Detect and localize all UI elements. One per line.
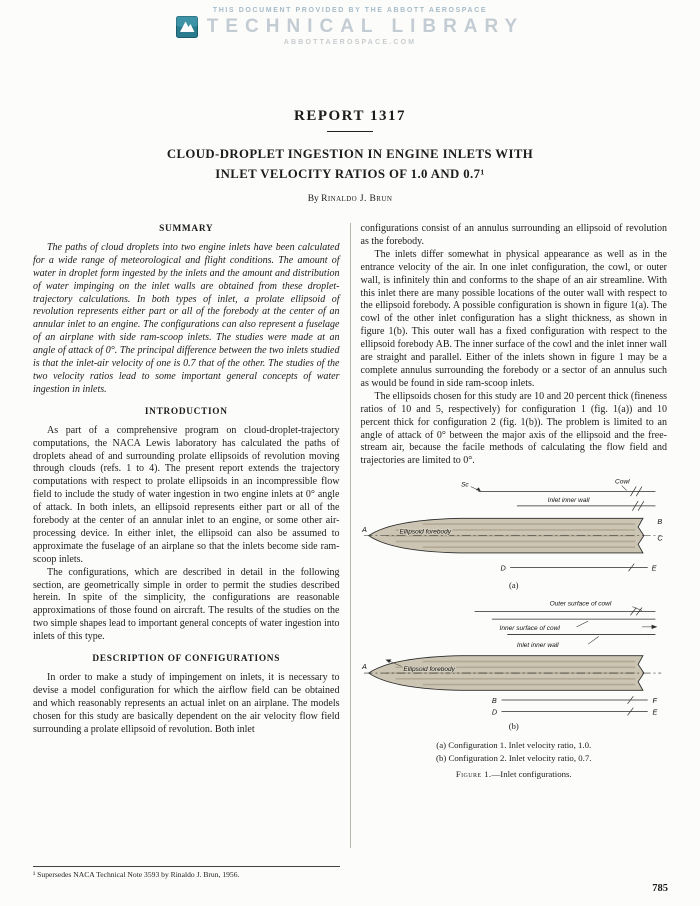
title-rule (327, 131, 373, 132)
fig-a-point-b: B (657, 517, 663, 527)
fig-a-point-c: C (657, 533, 663, 543)
fig-a-label-cowl: Cowl (614, 478, 630, 486)
column-left (33, 223, 340, 848)
abbott-aerospace-logo-icon (176, 16, 198, 38)
fig-a-label-inner-wall: Inlet inner wall (547, 497, 590, 505)
body-columns (33, 223, 667, 848)
summary-paragraph: The paths of cloud droplets into two engine inlets have been calculated for a wide range of meteorological and flight conditions. The amount of water in droplet form ingested by the inlets and the amount and distribution of water impinging on the inlet walls are obtained from these droplet-trajectory calculations. In both types of inlet, a prolate ellipsoid of revolution represents either part or all of the forebody at the center of an annular inlet to an engine. The configurations can also represent a fuselage of an airplane with side ram-scoop inlets. The studies were made at an angle of attack of 0°. The principal difference between the two inlets studied is that the inlet-air velocity of one is 0.7 that of the other. The studies of the two velocity ratios lead to some important general concepts of water ingestion in inlets. (33, 241, 340, 395)
fig-b-point-a: A (361, 662, 367, 672)
figure-sublabel-a: (a) (508, 580, 519, 591)
column-divider (350, 223, 351, 848)
fig-a-point-d: D (500, 563, 506, 573)
configurations-heading: DESCRIPTION OF CONFIGURATIONS (92, 654, 281, 665)
fig-a-label-sc: Sc (460, 481, 469, 489)
figure-caption-label: Figure 1. (455, 769, 492, 780)
fig-b-label-inner-wall: Inlet inner wall (516, 642, 559, 650)
figure-1 (361, 476, 668, 781)
figure-captions (361, 739, 668, 764)
fig-b-label-outer-surface: Outer surface of cowl (549, 600, 612, 608)
footnote-text: ¹ Supersedes NACA Technical Note 3593 by Rinaldo J. Brun, 1956. (33, 870, 240, 879)
report-title (0, 145, 700, 185)
page-number: 785 (652, 883, 668, 894)
fig-b-point-b: B (491, 696, 497, 706)
fig-b-point-e: E (652, 707, 658, 717)
report-head (0, 108, 700, 204)
introduction-paragraph-2: The configurations, which are described in detail in the following section, are geometrically simple in order to permit the studies described herein. In spite of the simplicity, the configurations are reasonable approximations of those found on aircraft. The results of the studies on the two simple shapes lead to important general concepts of water ingestion into inlets of this type. (33, 566, 340, 643)
byline (0, 194, 700, 204)
byline-author: Rinaldo J. Brun (321, 194, 393, 205)
watermark-title: TECHNICAL LIBRARY (206, 16, 525, 37)
figure-caption-a: (a) Configuration 1. Inlet velocity ratio, 1.0. (436, 740, 592, 751)
figure-sublabel-b: (b) (508, 721, 519, 732)
footnote-block (33, 866, 340, 879)
fig-b-point-f: F (652, 696, 657, 706)
inlet-appearance-paragraph: The inlets differ somewhat in physical appearance as well as in the entrance velocity of the air. In one inlet configuration, the cowl, or outer wall, is infinitely thin and conforms to the shape of an air streamline. With this inlet there are many possible locations of the outer wall with respect to the ellipsoid forebody. A possible configuration is shown in figure 1(a). The cowl of the other inlet configuration has a slight thickness, as shown in figure 1(b). This outer wall has a fixed configuration with respect to the ellipsoid forebody AB. The inner surface of the cowl and the inlet inner wall are straight and parallel. Either of the inlets shown in figure 1 may be a complete annulus surrounding the forebody or a sector of an annulus such as would be found in side ram-scoop inlets. (360, 248, 667, 389)
report-number: REPORT 1317 (294, 108, 406, 124)
footnote-rule (33, 866, 340, 867)
watermark-url-link[interactable]: ABBOTTAEROSPACE.COM (283, 39, 417, 46)
introduction-paragraph-1: As part of a comprehensive program on cloud-droplet-trajectory computations, the NACA Lewis laboratory has calculated the paths of droplets ahead of and surrounding prolate ellipsoids of revolution moving through clouds (refs. 1 to 4). The present report extends the trajectory computations with respect to prolate ellipsoids in an incompressible flow field to include the study of water ingestion in two engine inlets at 0° angle of attack. In both inlets, an ellipsoid represents either part or all of the forebody at the center of an annular inlet to an engine, or some other air-processing device. In either inlet, the ellipsoid can also be assumed to approximate the fuselage of an airplane so that the inlets become side ram-scoop inlets. (33, 424, 340, 565)
ellipsoids-paragraph: The ellipsoids chosen for this study are 10 and 20 percent thick (fineness ratios of 10 and 5, respectively) for configuration 1 (fig. 1(a)) and 10 percent thick for configuration 2 (fig. 1(b)). The problem is limited to an angle of attack of 0° between the major axis of the ellipsoid and the free-stream air, because the facile methods of calculating the flow field and trajectories are limited to 0°. (360, 390, 667, 467)
configurations-paragraph-1: In order to make a study of impingement on inlets, it is necessary to devise a model configuration for which the airflow field can be obtained and which reasonably represents an actual inlet on an airplane. The models chosen for this study are basically dependent on the air velocity flow field surrounding a prolate ellipsoid of revolution. Both inlet (33, 672, 340, 735)
byline-prefix: By (307, 194, 322, 205)
fig-a-sc-marker (461, 482, 481, 492)
figure-caption-text: —Inlet configurations. (491, 769, 572, 780)
continuation-paragraph: configurations consist of an annulus surrounding an ellipsoid of revolution as the forebody. (360, 223, 667, 247)
fig-a-point-a: A (361, 525, 367, 535)
fig-a-ellipsoid-body (364, 519, 661, 554)
fig-a-cowl (478, 479, 655, 497)
fig-b-label-inner-surface: Inner surface of cowl (499, 624, 560, 632)
summary-heading: SUMMARY (159, 224, 214, 234)
figure-caption-b: (b) Configuration 2. Inlet velocity ratio, 0.7. (436, 752, 592, 763)
watermark-header (0, 7, 700, 46)
fig-b-label-forebody: Ellipsoid forebody (403, 666, 455, 674)
column-right (361, 223, 668, 848)
figure-1a-diagram (361, 476, 667, 578)
fig-a-point-e: E (651, 563, 657, 573)
fig-b-cowl (474, 601, 657, 649)
introduction-heading: INTRODUCTION (144, 406, 228, 417)
fig-a-label-forebody: Ellipsoid forebody (399, 528, 451, 536)
figure-caption-main (361, 768, 668, 781)
watermark-provided-by: THIS DOCUMENT PROVIDED BY THE ABBOTT AEROSPACE (212, 7, 488, 14)
fig-b-ellipsoid-body (364, 656, 661, 691)
fig-a-inner-wall (517, 497, 656, 511)
report-title-line2: INLET VELOCITY RATIOS OF 1.0 AND 0.7¹ (215, 167, 485, 182)
figure-1b-diagram (361, 598, 667, 719)
fig-b-point-d: D (491, 707, 497, 717)
report-title-line1: CLOUD-DROPLET INGESTION IN ENGINE INLETS WITH (166, 147, 534, 162)
